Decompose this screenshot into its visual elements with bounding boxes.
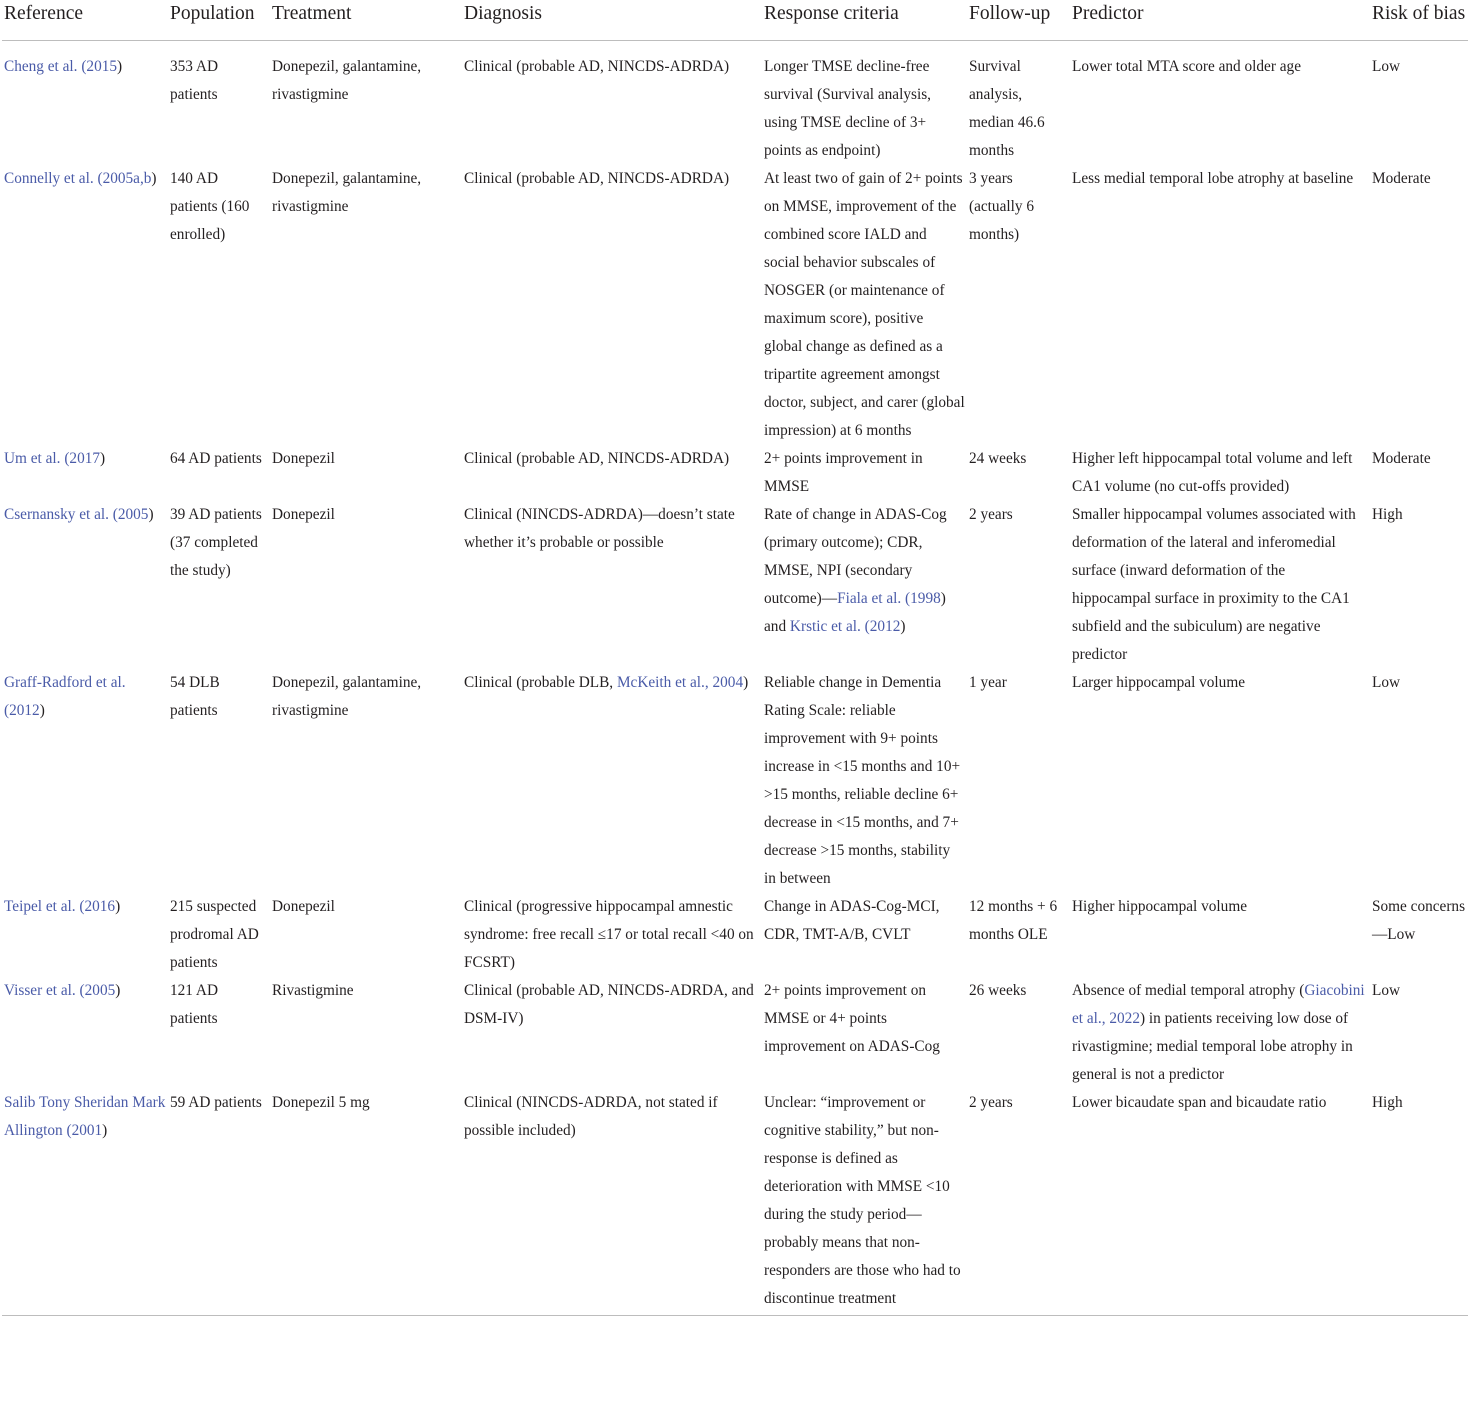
cell-predictor — [1070, 977, 1370, 1089]
cell-text: Clinical (progressive hippocampal amnestic syndrome: free recall ≤17 or total recall <40 on FCSRT) — [464, 898, 754, 971]
citation-link[interactable]: Teipel et al. ( — [4, 898, 85, 915]
cell-text: ) — [100, 450, 106, 467]
citation-link[interactable]: 2012 — [9, 702, 40, 719]
citation-link[interactable]: McKeith et al., 2004 — [616, 674, 744, 691]
cell-text: At least two of gain of 2+ points on MMSE, improvement of the combined score IALD and social behavior subscales of NOSGER (or maintenance of maximum score), positive global change as defined as a tripartite agreement amongst doctor, subject, and carer (global impression) at 6 months — [764, 170, 965, 439]
cell-diagnosis — [462, 41, 762, 166]
cell-follow-up: 2 years — [969, 506, 1013, 523]
cell-text: ) — [102, 1122, 108, 1139]
citation-link[interactable]: Csernansky et al. ( — [4, 506, 118, 523]
cell-reference — [2, 165, 168, 445]
citation-link[interactable]: Cheng et al. ( — [4, 58, 87, 75]
citation-link[interactable]: Um et al. ( — [4, 450, 70, 467]
cell-text: ) — [148, 506, 154, 523]
cell-risk-of-bias: Low — [1372, 982, 1401, 999]
cell-risk-of-bias: Low — [1372, 58, 1401, 75]
table-header — [2, 0, 1468, 41]
cell-text: Clinical (probable DLB, — [464, 674, 617, 691]
cell-predictor — [1070, 501, 1370, 669]
cell-text: ) — [117, 58, 123, 75]
cell-text: ) in patients receiving low dose of rivastigmine; medial temporal lobe atrophy in general is not a predictor — [1072, 1010, 1353, 1083]
citation-link[interactable]: Salib Tony Sheridan Mark Allington ( — [4, 1094, 166, 1139]
cell-text: 2+ points improvement on MMSE or 4+ points improvement on ADAS-Cog — [764, 982, 940, 1055]
table-row — [2, 893, 1468, 977]
cell-response-criteria — [762, 165, 967, 445]
cell-response-criteria — [762, 1089, 967, 1316]
cell-text: Clinical (probable AD, NINCDS-ADRDA) — [464, 450, 730, 467]
cell-text: Clinical (probable AD, NINCDS-ADRDA) — [464, 170, 730, 187]
cell-text: Clinical (probable AD, NINCDS-ADRDA) — [464, 58, 730, 75]
header-population: Population — [168, 0, 270, 41]
cell-reference — [2, 893, 168, 977]
cell-treatment: Donepezil 5 mg — [270, 1089, 462, 1316]
cell-follow-up: 2 years — [967, 1089, 1070, 1316]
results-table-container — [2, 0, 1468, 1316]
cell-follow-up: 26 weeks — [969, 982, 1027, 999]
cell-reference — [2, 501, 168, 669]
citation-link[interactable]: 2012 — [869, 618, 901, 635]
table-row — [2, 501, 1468, 669]
cell-text: Rate of change in ADAS-Cog (primary outcome); CDR, MMSE, NPI (secondary outcome)— — [764, 506, 947, 607]
cell-response-criteria — [762, 41, 967, 166]
cell-population: 140 AD patients (160 enrolled) — [170, 170, 250, 243]
table-row — [2, 977, 1468, 1089]
citation-link[interactable]: Visser et al. ( — [4, 982, 85, 999]
table-body — [2, 41, 1468, 1316]
cell-population: 64 AD patients — [170, 450, 262, 467]
cell-treatment: Donepezil — [272, 506, 335, 523]
cell-follow-up: 1 year — [969, 674, 1007, 691]
cell-diagnosis — [462, 669, 762, 893]
cell-text: Change in ADAS-Cog-MCI, CDR, TMT-A/B, CVLT — [764, 898, 940, 943]
cell-text: ) — [151, 170, 157, 187]
table-row — [2, 41, 1468, 166]
cell-population: 121 AD patients — [170, 982, 219, 1027]
cell-treatment: Donepezil, galantamine, rivastigmine — [272, 58, 422, 103]
cell-follow-up: 3 years (actually 6 months) — [969, 170, 1034, 243]
cell-diagnosis — [462, 501, 762, 669]
citation-link[interactable]: 2016 — [84, 898, 116, 915]
header-row — [2, 0, 1468, 41]
cell-treatment: Donepezil — [272, 898, 335, 915]
cell-predictor — [1070, 445, 1370, 501]
cell-text: ) — [39, 702, 45, 719]
cell-predictor — [1070, 41, 1370, 166]
cell-text: ) — [115, 898, 121, 915]
citation-link[interactable]: Connelly et al. ( — [4, 170, 103, 187]
results-table — [2, 0, 1468, 1316]
cell-risk-of-bias: Moderate — [1372, 450, 1431, 467]
cell-treatment: Donepezil, galantamine, rivastigmine — [272, 170, 422, 215]
cell-text: ) — [900, 618, 906, 635]
cell-diagnosis — [462, 445, 762, 501]
cell-text: Longer TMSE decline-free survival (Survival analysis, using TMSE decline of 3+ points as endpoint) — [764, 58, 931, 159]
citation-link[interactable]: 2005a,b — [102, 170, 152, 187]
cell-predictor — [1070, 893, 1370, 977]
cell-reference — [2, 445, 168, 501]
cell-text: Lower bicaudate span and bicaudate ratio — [1072, 1094, 1327, 1111]
cell-text: Smaller hippocampal volumes associated with deformation of the lateral and inferomedial surface (inward deformation of the hippocampal surface in proximity to the CA1 subfield and the subiculum) are negative predictor — [1072, 506, 1356, 663]
cell-text: Clinical (NINCDS-ADRDA, not stated if possible included) — [464, 1094, 718, 1139]
cell-response-criteria — [762, 977, 967, 1089]
citation-link[interactable]: 2005 — [117, 506, 149, 523]
cell-text: Clinical (NINCDS-ADRDA)—doesn’t state whether it’s probable or possible — [464, 506, 735, 551]
citation-link[interactable]: Graff-Radford et al. ( — [4, 674, 126, 719]
cell-text: Larger hippocampal volume — [1072, 674, 1246, 691]
cell-text: 2+ points improvement in MMSE — [764, 450, 923, 495]
cell-predictor — [1070, 1089, 1370, 1316]
cell-text: Less medial temporal lobe atrophy at baseline — [1072, 170, 1354, 187]
cell-text: Lower total MTA score and older age — [1072, 58, 1301, 75]
cell-reference — [2, 977, 168, 1089]
cell-population: 215 suspected prodromal AD patients — [170, 898, 259, 971]
cell-risk-of-bias: Moderate — [1372, 170, 1431, 187]
cell-diagnosis — [462, 977, 762, 1089]
cell-text: Absence of medial temporal atrophy ( — [1072, 982, 1305, 999]
cell-text: ) — [743, 674, 749, 691]
cell-reference — [2, 41, 168, 166]
cell-text: Higher hippocampal volume — [1072, 898, 1248, 915]
cell-text: Reliable change in Dementia Rating Scale: reliable improvement with 9+ points increase in <15 months and 10+ >15 months, reliable decline 6+ decrease in <15 months, and 7+ decrease >15 months, stability in between — [764, 674, 961, 887]
cell-diagnosis — [462, 1089, 762, 1316]
table-row — [2, 445, 1468, 501]
cell-reference — [2, 1089, 168, 1316]
citation-link[interactable]: Krstic et al. ( — [789, 618, 870, 635]
cell-treatment: Rivastigmine — [272, 982, 354, 999]
cell-follow-up: 12 months + 6 months OLE — [969, 898, 1058, 943]
cell-population: 353 AD patients — [170, 58, 219, 103]
cell-response-criteria — [762, 893, 967, 977]
citation-link[interactable]: 1998 — [910, 590, 941, 607]
cell-treatment: Donepezil, galantamine, rivastigmine — [272, 674, 422, 719]
cell-risk-of-bias: High — [1370, 1089, 1468, 1316]
cell-text: Clinical (probable AD, NINCDS-ADRDA, and DSM-IV) — [464, 982, 754, 1027]
cell-diagnosis — [462, 165, 762, 445]
cell-population: 39 AD patients (37 completed the study) — [170, 506, 262, 579]
cell-diagnosis — [462, 893, 762, 977]
citation-link[interactable]: 2001 — [71, 1122, 103, 1139]
citation-link[interactable]: Fiala et al. ( — [837, 590, 911, 607]
citation-link[interactable]: Giacobini et al., 2022 — [1072, 982, 1365, 1027]
cell-follow-up: 24 weeks — [969, 450, 1027, 467]
cell-risk-of-bias: Low — [1372, 674, 1401, 691]
header-treatment: Treatment — [270, 0, 462, 41]
table-row — [2, 165, 1468, 445]
citation-link[interactable]: 2017 — [69, 450, 101, 467]
header-risk-of-bias: Risk of bias — [1370, 0, 1468, 41]
cell-response-criteria — [762, 501, 967, 669]
citation-link[interactable]: 2005 — [84, 982, 116, 999]
cell-response-criteria — [762, 669, 967, 893]
cell-follow-up: Survival analysis, median 46.6 months — [969, 58, 1045, 159]
citation-link[interactable]: 2015 — [86, 58, 118, 75]
cell-text: ) and — [764, 590, 946, 635]
header-response-criteria: Response criteria — [762, 0, 967, 41]
table-row — [2, 669, 1468, 893]
cell-risk-of-bias: High — [1372, 506, 1403, 523]
cell-population: 54 DLB patients — [170, 674, 220, 719]
cell-response-criteria — [762, 445, 967, 501]
header-diagnosis: Diagnosis — [462, 0, 762, 41]
cell-predictor — [1070, 669, 1370, 893]
cell-risk-of-bias: Some concerns—Low — [1372, 898, 1466, 943]
cell-text: Unclear: “improvement or cognitive stability,” but non-response is defined as deterioration with MMSE <10 during the study period—probably means that non-responders are those who had to discontinue treatment — [764, 1094, 961, 1307]
header-follow-up: Follow-up — [967, 0, 1070, 41]
cell-population: 59 AD patients — [168, 1089, 270, 1316]
header-predictor: Predictor — [1070, 0, 1370, 41]
cell-text: ) — [115, 982, 121, 999]
cell-reference — [2, 669, 168, 893]
table-row — [2, 1089, 1468, 1316]
cell-predictor — [1070, 165, 1370, 445]
cell-treatment: Donepezil — [272, 450, 335, 467]
cell-text: Higher left hippocampal total volume and left CA1 volume (no cut-offs provided) — [1072, 450, 1353, 495]
header-reference: Reference — [2, 0, 168, 41]
